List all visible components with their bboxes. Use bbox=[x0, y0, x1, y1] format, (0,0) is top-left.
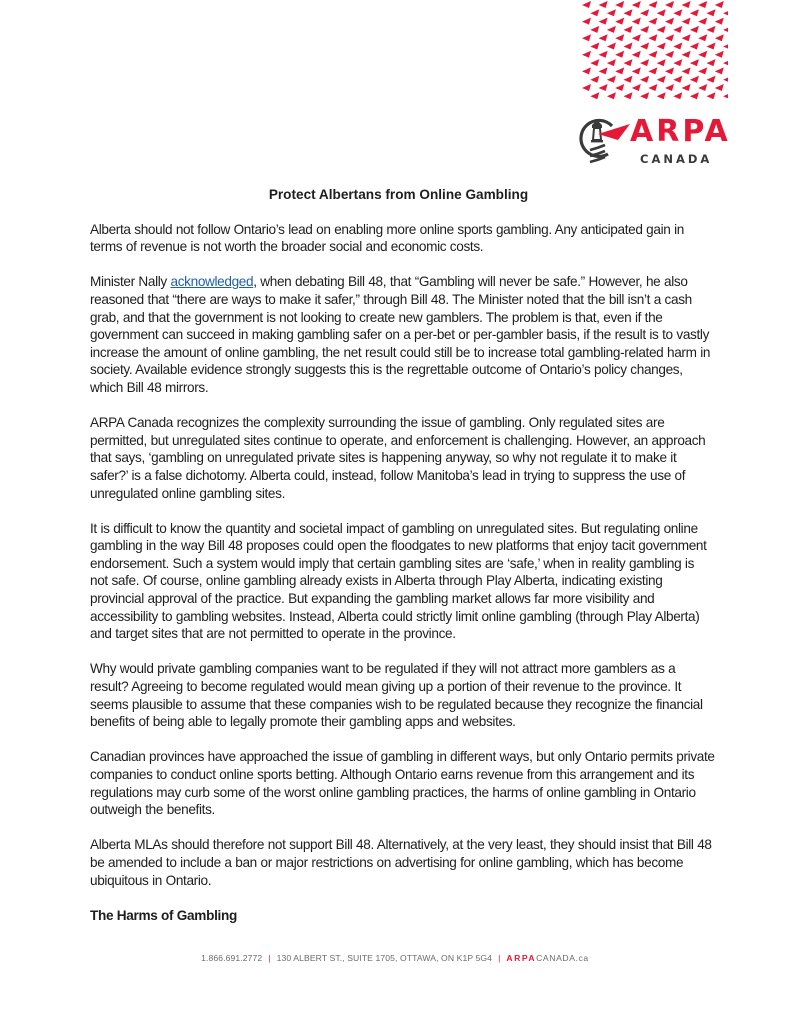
paragraph-arpa-recognizes: ARPA Canada recognizes the complexity surrounding the issue of gambling. Only regulated sites are permitted, but unregulated sites continue to operate, and enforcement is challenging. However, an approach that says, ‘gambling on unregulated private sites is happening anyway, so why not regulate it to make it safer?’ is a false dichotomy. Alberta could, instead, follow Manitoba’s lead in trying to suppress the use of unregulated online gambling sites. bbox=[90, 415, 706, 501]
paragraph-text: , when debating Bill 48, that “Gambling will never be safe.” However, he also reasoned that “there are ways to make it safer,” through Bill 48. The Minister noted that the bill isn’t a cash grab, and that the government is not looking to create new gamblers. The problem is that, even if the government can succeed in making gambling safer on a per-bet or per-gambler basis, if the result is to vastly increase the amount of online gambling, the net result could still be to increase total gambling-related harm in society. Available evidence strongly suggests this is the regrettable outcome of Ontario’s policy changes, which Bill 48 mirrors. bbox=[90, 274, 711, 395]
pattern-triangle bbox=[582, 18, 591, 25]
pattern-triangle bbox=[632, 67, 641, 74]
pattern-triangle bbox=[698, 51, 707, 58]
pattern-triangle bbox=[682, 34, 691, 41]
pattern-triangle bbox=[582, 34, 591, 41]
pattern-triangle bbox=[707, 92, 716, 99]
pattern-triangle bbox=[673, 76, 682, 83]
paragraph-alberta-mlas: Alberta MLAs should therefore not support Bill 48. Alternatively, at the very least, they should insist that Bill 48 be amended to include a ban or major restrictions on advertising for online gambling, which has become ubiquitous in Ontario. bbox=[90, 837, 712, 888]
pattern-triangle bbox=[590, 92, 599, 99]
pattern-triangle bbox=[615, 18, 624, 25]
pattern-triangle bbox=[682, 51, 691, 58]
pattern-triangle bbox=[615, 34, 624, 41]
pattern-triangle bbox=[648, 1, 657, 8]
pattern-triangle bbox=[665, 84, 674, 91]
pattern-triangle bbox=[673, 9, 682, 16]
pattern-triangle bbox=[723, 59, 728, 66]
pattern-triangle bbox=[723, 92, 728, 99]
pattern-triangle bbox=[657, 26, 666, 33]
pattern-triangle bbox=[590, 76, 599, 83]
pattern-triangle bbox=[648, 51, 657, 58]
pattern-triangle bbox=[590, 43, 599, 50]
paragraph-text: Minister Nally bbox=[90, 274, 171, 290]
pattern-triangle bbox=[599, 84, 608, 91]
paragraph-minister-nally bbox=[90, 273, 715, 396]
pattern-triangle bbox=[707, 43, 716, 50]
pattern-triangle bbox=[723, 26, 728, 33]
pattern-triangle bbox=[690, 92, 699, 99]
pattern-triangle bbox=[590, 26, 599, 33]
pattern-triangle bbox=[599, 34, 608, 41]
pattern-triangle bbox=[665, 18, 674, 25]
pattern-triangle bbox=[723, 43, 728, 50]
pattern-triangle bbox=[648, 84, 657, 91]
section-heading-harms: The Harms of Gambling bbox=[90, 907, 238, 923]
paragraph-private-companies: Why would private gambling companies want to be regulated if they will not attract more gamblers as a result? Agreeing to become regulated would mean giving up a portion of their revenue to the province. It seems plausible to assume that these companies wish to be regulated because they recognize the financial benefits of being able to legally promote their gambling apps and websites. bbox=[90, 661, 703, 730]
footer-website bbox=[506, 953, 588, 963]
pattern-triangle bbox=[698, 67, 707, 74]
pattern-triangle bbox=[640, 26, 649, 33]
pattern-triangle bbox=[615, 51, 624, 58]
pattern-triangle bbox=[648, 34, 657, 41]
decorative-triangle-pattern bbox=[578, 0, 728, 100]
pattern-triangle bbox=[657, 43, 666, 50]
pattern-triangle bbox=[599, 51, 608, 58]
pattern-triangle bbox=[673, 43, 682, 50]
pattern-triangle bbox=[715, 34, 724, 41]
footer-phone: 1.866.691.2772 bbox=[201, 953, 263, 963]
pattern-triangle bbox=[632, 1, 641, 8]
pattern-triangle bbox=[582, 1, 591, 8]
pattern-triangle bbox=[632, 18, 641, 25]
pattern-triangle bbox=[607, 92, 616, 99]
pattern-triangle bbox=[657, 9, 666, 16]
pattern-triangle bbox=[682, 67, 691, 74]
document-body bbox=[90, 186, 715, 924]
pattern-triangle bbox=[607, 43, 616, 50]
pattern-triangle bbox=[673, 59, 682, 66]
lighthouse-icon bbox=[578, 112, 630, 170]
pattern-triangle bbox=[665, 34, 674, 41]
pattern-triangle bbox=[624, 43, 633, 50]
pattern-triangle bbox=[715, 67, 724, 74]
pattern-triangle bbox=[665, 51, 674, 58]
pattern-triangle bbox=[632, 34, 641, 41]
acknowledged-link[interactable]: acknowledged bbox=[170, 274, 254, 290]
pattern-triangle bbox=[682, 18, 691, 25]
pattern-triangle bbox=[624, 59, 633, 66]
pattern-triangle bbox=[624, 76, 633, 83]
pattern-triangle bbox=[698, 18, 707, 25]
pattern-triangle bbox=[690, 43, 699, 50]
pattern-triangle bbox=[582, 84, 591, 91]
pattern-triangle bbox=[624, 9, 633, 16]
document-title: Protect Albertans from Online Gambling bbox=[268, 187, 529, 202]
pattern-triangle bbox=[665, 1, 674, 8]
logo-wordmark-canada: CANADA bbox=[640, 152, 713, 166]
pattern-triangle bbox=[615, 84, 624, 91]
paragraph-canadian-provinces: Canadian provinces have approached the issue of gambling in different ways, but only Ontario permits private companies to conduct online sports betting. Although Ontario earns revenue from this arrangement and its regulations may curb some of the worst online gambling practices, the harms of online gambling in Ontario outweigh the benefits. bbox=[90, 749, 715, 818]
pattern-triangle bbox=[707, 76, 716, 83]
pattern-triangle bbox=[624, 92, 633, 99]
footer-website-rest: CANADA.ca bbox=[536, 953, 589, 963]
pattern-triangle bbox=[673, 26, 682, 33]
logo-wordmark-arpa: ARPA bbox=[630, 114, 731, 149]
pattern-triangle bbox=[723, 76, 728, 83]
pattern-triangle bbox=[640, 43, 649, 50]
pattern-triangle bbox=[715, 18, 724, 25]
pattern-triangle bbox=[657, 76, 666, 83]
pattern-triangle bbox=[690, 26, 699, 33]
pattern-triangle bbox=[682, 1, 691, 8]
page-footer bbox=[0, 953, 790, 963]
footer-website-brand: ARPA bbox=[506, 953, 537, 963]
pattern-triangle bbox=[657, 92, 666, 99]
pattern-triangle bbox=[690, 76, 699, 83]
pattern-triangle bbox=[648, 67, 657, 74]
pattern-triangle bbox=[640, 92, 649, 99]
pattern-triangle bbox=[690, 9, 699, 16]
pattern-triangle bbox=[715, 51, 724, 58]
paragraph-unregulated-sites: It is difficult to know the quantity and societal impact of gambling on unregulated sites. But regulating online gambling in the way Bill 48 proposes could open the floodgates to new platforms that enjoy tacit government endorsement. Such a system would imply that certain gambling sites are ‘safe,’ when in reality gambling is not safe. Of course, online gambling already exists in Alberta through Play Alberta, indicating existing provincial approval of the practice. But expanding the gambling market allows far more visibility and accessibility to gambling websites. Instead, Alberta could strictly limit online gambling (through Play Alberta) and target sites that are not permitted to operate in the province. bbox=[90, 520, 707, 642]
pattern-triangle bbox=[640, 76, 649, 83]
pattern-triangle bbox=[607, 9, 616, 16]
pattern-triangle bbox=[599, 1, 608, 8]
pattern-triangle bbox=[599, 67, 608, 74]
pattern-triangle bbox=[715, 84, 724, 91]
pattern-triangle bbox=[690, 59, 699, 66]
pattern-triangle bbox=[698, 34, 707, 41]
pattern-triangle bbox=[632, 51, 641, 58]
pattern-triangle bbox=[582, 67, 591, 74]
pattern-triangle bbox=[698, 84, 707, 91]
footer-address: 130 ALBERT ST., SUITE 1705, OTTAWA, ON K1P 5G4 bbox=[276, 953, 493, 963]
pattern-triangle bbox=[607, 76, 616, 83]
pattern-triangle bbox=[624, 26, 633, 33]
pattern-triangle bbox=[698, 1, 707, 8]
pattern-triangle bbox=[682, 84, 691, 91]
pattern-triangle bbox=[582, 51, 591, 58]
pattern-triangle bbox=[640, 59, 649, 66]
pattern-triangle bbox=[723, 9, 728, 16]
pattern-triangle bbox=[590, 59, 599, 66]
footer-separator: | bbox=[268, 953, 271, 963]
pattern-triangle bbox=[607, 59, 616, 66]
pattern-triangle bbox=[707, 9, 716, 16]
pattern-triangle bbox=[715, 1, 724, 8]
paragraph-intro: Alberta should not follow Ontario’s lead on enabling more online sports gambling. Any anticipated gain in terms of revenue is not worth the broader social and economic costs. bbox=[90, 221, 684, 255]
pattern-triangle bbox=[707, 59, 716, 66]
footer-separator: | bbox=[498, 953, 501, 963]
pattern-triangle bbox=[648, 18, 657, 25]
pattern-triangle bbox=[673, 92, 682, 99]
pattern-triangle bbox=[707, 26, 716, 33]
pattern-triangle bbox=[665, 67, 674, 74]
pattern-triangle bbox=[590, 9, 599, 16]
pattern-triangle bbox=[632, 84, 641, 91]
arpa-canada-logo bbox=[578, 112, 733, 170]
pattern-triangle bbox=[615, 67, 624, 74]
pattern-triangle bbox=[607, 26, 616, 33]
pattern-triangle bbox=[640, 9, 649, 16]
pattern-triangle bbox=[615, 1, 624, 8]
pattern-triangle bbox=[657, 59, 666, 66]
pattern-triangle bbox=[599, 18, 608, 25]
